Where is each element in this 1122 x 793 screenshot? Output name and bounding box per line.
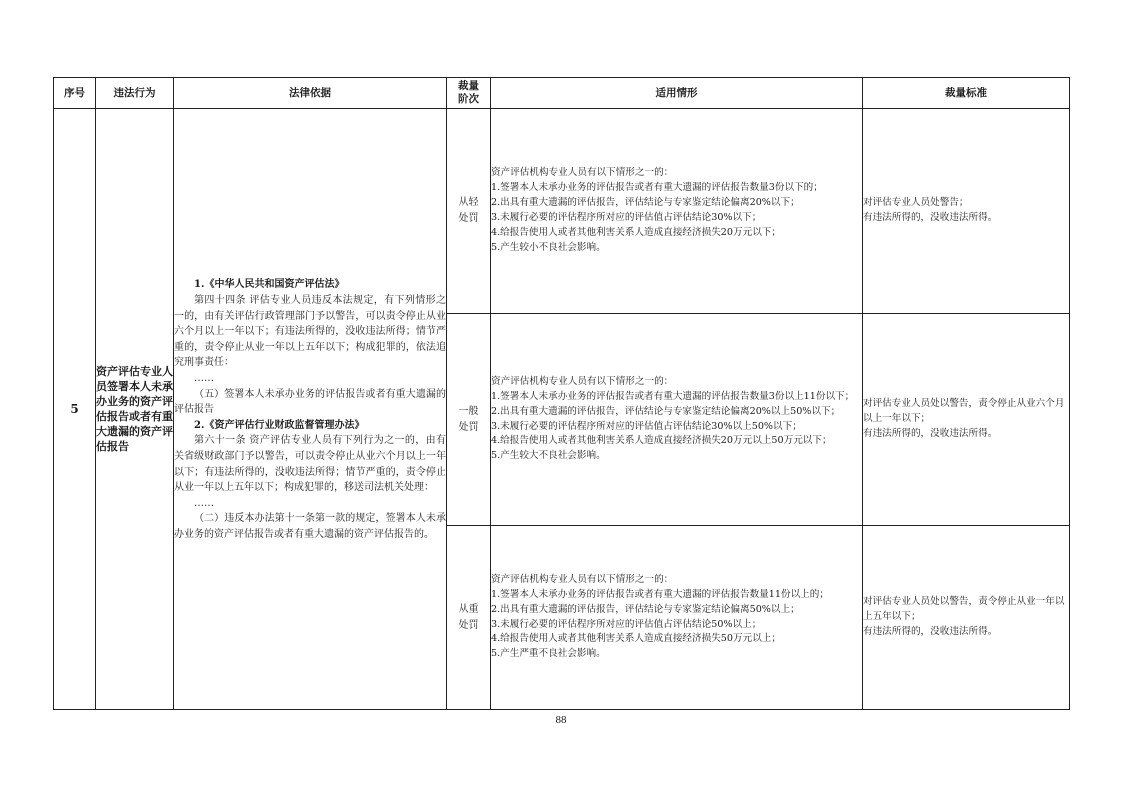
law-paragraph-1: 第四十四条 评估专业人员违反本法规定，有下列情形之一的，由有关评估行政管理部门予以警告，可以责令停止从业六个月以上一年以下；有违法所得的，没收违法所得；情节严重的，责令停止从业一年以上五年以下；构成犯罪的，依法追究刑事责任： [174, 295, 446, 369]
level-severe [447, 526, 491, 710]
situation-line: 5.产生严重不良社会影响。 [491, 648, 606, 660]
standard-general [863, 314, 1070, 526]
law-paragraph-2: （五）签署本人未承办业务的评估报告或者有重大遗漏的评估报告 [174, 388, 446, 416]
situation-line: 1.签署本人未承办业务的评估报告或者有重大遗漏的评估报告数量11份以上的； [491, 588, 829, 600]
law-paragraph-4: （二）违反本办法第十一条第一款的规定，签署本人未承办业务的资产评估报告或者有重大遗漏的资产评估报告的。 [174, 513, 446, 540]
situation-line: 2.出具有重大遗漏的评估报告，评估结论与专家鉴定结论偏离50%以上； [491, 603, 800, 615]
situation-line: 2.出具有重大遗漏的评估报告，评估结论与专家鉴定结论偏离20%以上50%以下； [491, 405, 841, 417]
situation-line: 资产评估机构专业人员有以下情形之一的： [491, 167, 674, 179]
law-ellipsis-2: …… [194, 497, 214, 509]
situation-general [491, 314, 863, 526]
table-header-row [54, 78, 1070, 109]
table-row [54, 109, 1070, 314]
situation-line: 资产评估机构专业人员有以下情形之一的： [491, 573, 674, 585]
level-general [447, 314, 491, 526]
level-lenient [447, 109, 491, 314]
situation-lenient [491, 109, 863, 314]
header-act: 违法行为 [96, 78, 174, 109]
situation-line: 资产评估机构专业人员有以下情形之一的： [491, 375, 674, 387]
page-number: 88 [555, 714, 567, 726]
situation-line: 3.未履行必要的评估程序所对应的评估值占评估结论50%以上； [491, 618, 762, 630]
situation-line: 5.产生较大不良社会影响。 [491, 450, 606, 462]
penalty-discretion-table [53, 77, 1070, 710]
situation-line: 1.签署本人未承办业务的评估报告或者有重大遗漏的评估报告数量3份以上11份以下； [491, 390, 855, 402]
header-standard: 裁量标准 [863, 78, 1070, 109]
standard-line: 有违法所得的，没收违法所得。 [863, 625, 998, 637]
header-level: 裁量 阶次 [447, 78, 491, 109]
level-severe-label: 从重 处罚 [458, 603, 479, 631]
row-legal-basis [174, 109, 447, 710]
standard-lenient [863, 109, 1070, 314]
standard-line: 对评估专业人员处以警告，责令停止从业六个月以上一年以下； [863, 398, 1065, 425]
law-paragraph-3: 第六十一条 资产评估专业人员有下列行为之一的，由有关省级财政部门予以警告，可以责令停止从业六个月以上一年以下；有违法所得的，没收违法所得；情节严重的，责令停止从业一年以上五年以下；构成犯罪的，移送司法机关处理： [174, 435, 446, 494]
situation-line: 3.未履行必要的评估程序所对应的评估值占评估结论30%以下； [491, 212, 762, 223]
situation-line: 3.未履行必要的评估程序所对应的评估值占评估结论30%以上50%以下； [491, 420, 802, 432]
header-seq: 序号 [54, 78, 96, 109]
situation-line: 4.给报告使用人或者其他利害关系人造成直接经济损失20万元以下； [491, 226, 781, 238]
standard-line: 有违法所得的，没收违法所得。 [863, 212, 998, 223]
header-law: 法律依据 [174, 78, 447, 109]
level-lenient-label: 从轻 处罚 [458, 197, 479, 224]
law-title-1: 1.《中华人民共和国资产评估法》 [194, 279, 345, 291]
standard-line: 对评估专业人员处警告； [863, 197, 969, 209]
situation-line: 4.给报告使用人或者其他利害关系人造成直接经济损失50万元以上； [491, 633, 781, 645]
law-title-2: 2.《资产评估行业财政监督管理办法》 [194, 419, 365, 431]
standard-line: 对评估专业人员处以警告，责令停止从业一年以上五年以下； [863, 596, 1065, 623]
situation-line: 2.出具有重大遗漏的评估报告，评估结论与专家鉴定结论偏离20%以下； [491, 197, 800, 209]
situation-severe [491, 526, 863, 710]
law-ellipsis-1: …… [194, 373, 214, 385]
situation-line: 5.产生较小不良社会影响。 [491, 241, 606, 253]
row-violation: 资产评估专业人员签署本人未承办业务的资产评估报告或者有重大遗漏的资产评估报告 [96, 109, 174, 710]
row-seq: 5 [54, 109, 96, 710]
situation-line: 1.签署本人未承办业务的评估报告或者有重大遗漏的评估报告数量3份以下的； [491, 182, 823, 194]
level-general-label: 一般 处罚 [458, 405, 479, 433]
situation-line: 4.给报告使用人或者其他利害关系人造成直接经济损失20万元以上50万元以下； [491, 435, 832, 447]
standard-severe [863, 526, 1070, 710]
header-situation: 适用情形 [491, 78, 863, 109]
standard-line: 有违法所得的，没收违法所得。 [863, 427, 998, 439]
